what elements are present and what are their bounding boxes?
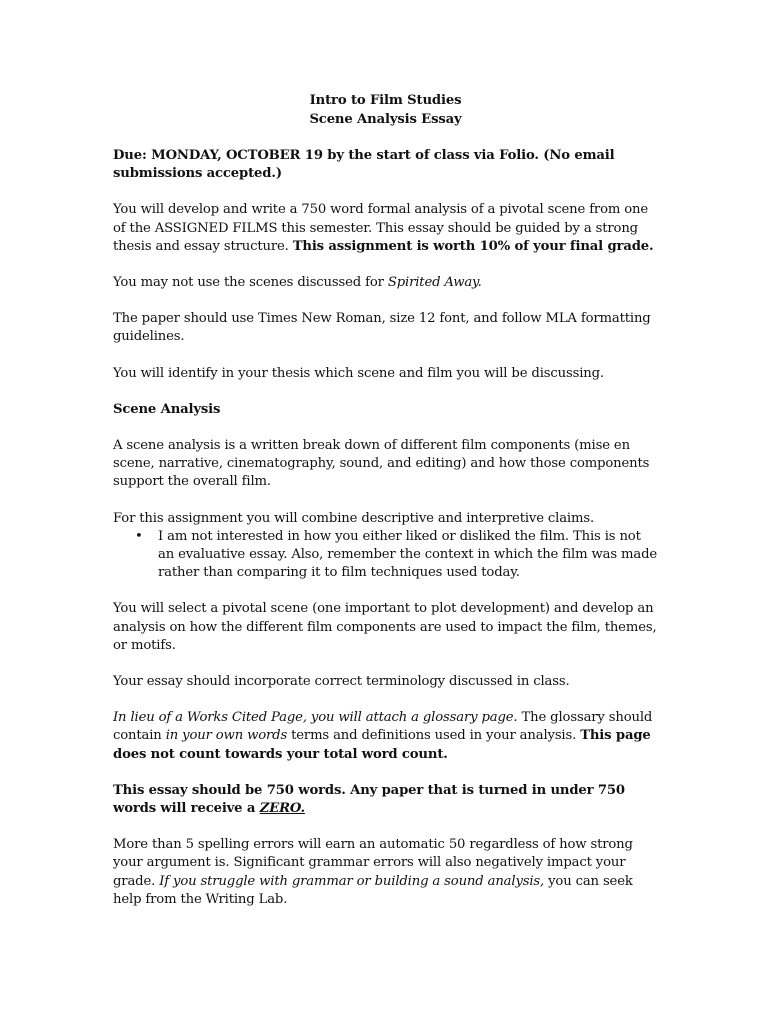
thesis-paragraph: You will identify in your thesis which scene and film you will be discussing.: [113, 365, 604, 381]
grade-weight-text: This assignment is worth 10% of your final grade.: [292, 238, 654, 254]
terminology-paragraph: Your essay should incorporate correct terminology discussed in class.: [113, 674, 570, 690]
course-title: Intro to Film Studies: [309, 93, 462, 108]
glossary-word-count-note: This page does not count towards your total word count.: [113, 728, 651, 762]
grammar-text-1: More than 5 spelling errors will earn an automatic 50 regardless of how strong your argument is. Significant grammar errors will also negatively impact your grade.: [113, 837, 633, 889]
grammar-help-italic: If you struggle with grammar or building a sound analysis,: [159, 873, 545, 889]
restriction-text: You may not use the scenes discussed for: [113, 275, 388, 291]
glossary-instruction: In lieu of a Works Cited Page, you will attach a glossary page.: [113, 710, 518, 726]
glossary-text-1: The glossary should contain: [113, 710, 653, 744]
format-paragraph: The paper should use Times New Roman, size 12 font, and follow MLA formatting guidelines.: [113, 311, 651, 345]
bullet-icon: •: [135, 528, 143, 544]
bullet-text: I am not interested in how you either liked or disliked the film. This is not an evaluative essay. Also, remember the context in which the film was made rather than comparing it to film techniques used today.: [158, 528, 658, 581]
document-body: [113, 92, 658, 927]
glossary-paragraph: [113, 709, 658, 764]
film-title-spirited-away: Spirited Away.: [387, 275, 482, 291]
claims-bullet-list: [113, 528, 658, 583]
word-length-text: This essay should be 750 words. Any paper that is turned in under 750 words will receive a: [113, 782, 625, 817]
restriction-paragraph: [113, 274, 658, 292]
intro-paragraph: [113, 201, 658, 256]
document-title: [113, 92, 658, 129]
assignment-title: Scene Analysis Essay: [309, 111, 462, 127]
zero-grade-text: ZERO.: [259, 801, 305, 817]
claims-paragraph: For this assignment you will combine descriptive and interpretive claims.: [113, 510, 595, 526]
definition-paragraph: A scene analysis is a written break down of different film components (mise en scene, narrative, cinematography, sound, and editing) and how those components support the overall film.: [113, 438, 650, 490]
intro-text: You will develop and write a 750 word formal analysis of a pivotal scene from one of the ASSIGNED FILMS this semester. This essay should be guided by a strong thesis and essay structure.: [113, 202, 649, 254]
grammar-text-2: you can seek help from the Writing Lab.: [113, 873, 633, 907]
list-item: [113, 528, 658, 583]
pivotal-scene-paragraph: You will select a pivotal scene (one important to plot development) and develop an analysis on how the different film components are used to impact the film, themes, or motifs.: [113, 601, 657, 653]
glossary-own-words: in your own words: [165, 728, 288, 744]
glossary-text-2: terms and definitions used in your analysis.: [287, 728, 581, 744]
due-date-paragraph: Due: MONDAY, OCTOBER 19 by the start of class via Folio. (No email submissions accepted.): [113, 148, 615, 182]
grammar-paragraph: [113, 836, 658, 909]
section-heading-scene-analysis: Scene Analysis: [113, 401, 221, 417]
word-length-paragraph: [113, 782, 658, 818]
